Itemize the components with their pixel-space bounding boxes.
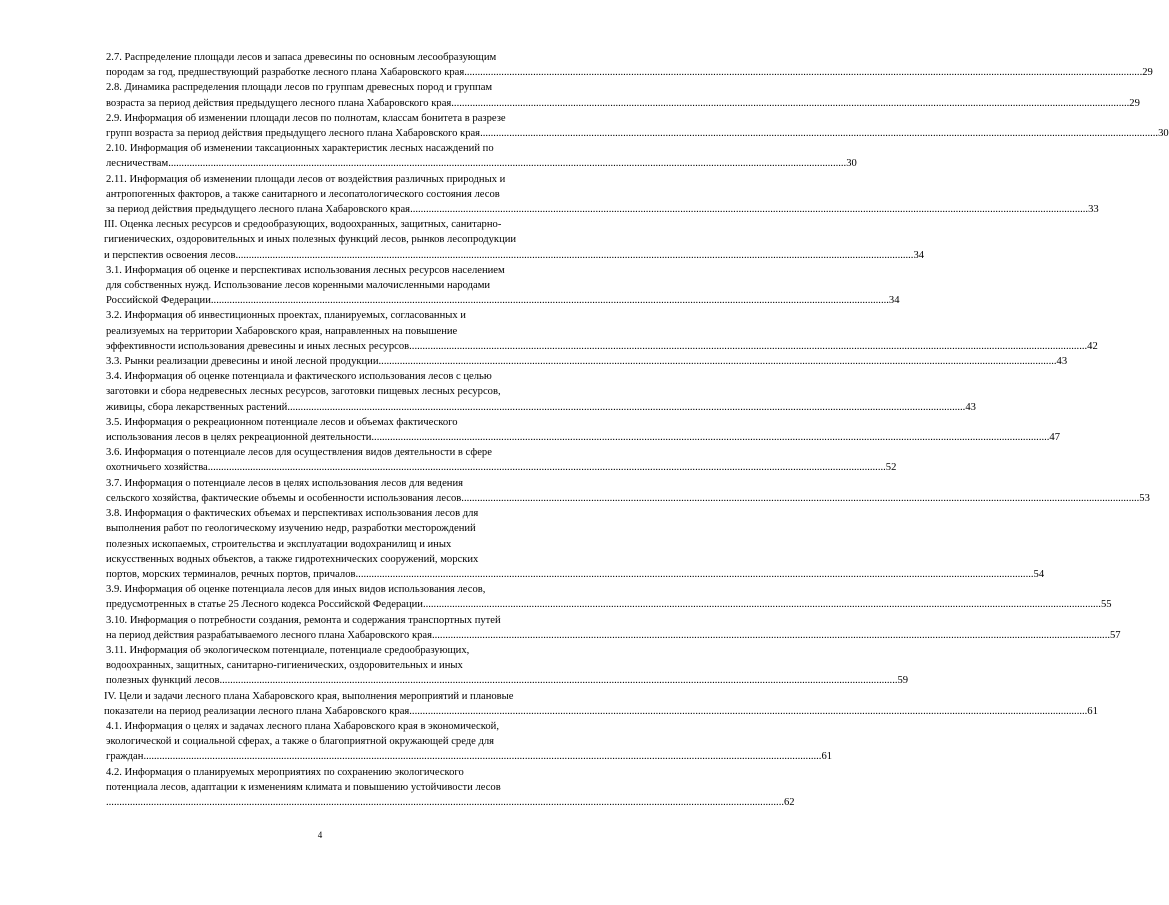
toc-entry-line: 3.2. Информация об инвестиционных проектах, планируемых, согласованных и (106, 310, 466, 322)
toc-page-ref: 42 (1087, 340, 1098, 352)
toc-entry-leader-line (106, 628, 1121, 643)
toc-entry-leader-line (106, 96, 1140, 111)
toc-entry-line: эффективности использования древесины и иных лесных ресурсов (106, 340, 410, 352)
toc-entry-line: 3.4. Информация об оценке потенциала и фактического использования лесов с целью (106, 371, 492, 383)
toc-page-ref: 29 (1142, 67, 1153, 79)
toc-entry-line: потенциала лесов, адаптации к изменениям климата и повышению устойчивости лесов (106, 781, 501, 793)
toc-page-ref: 30 (846, 158, 857, 170)
toc-entry-leader-line (106, 65, 1153, 80)
toc-entry-leader-line (106, 400, 976, 415)
toc-page-ref: 30 (1158, 128, 1169, 140)
dot-leader (211, 293, 889, 308)
toc-entry-line: IV. Цели и задачи лесного плана Хабаровского края, выполнения мероприятий и плановые (104, 690, 514, 702)
toc-entry-line: 2.10. Информация об изменении таксационных характеристик лесных насаждений по (106, 143, 494, 155)
toc-entry-line: 3.5. Информация о рекреационном потенциале лесов и объемах фактического (106, 416, 458, 428)
toc-page-ref: 55 (1100, 599, 1112, 611)
toc-page-ref: 43 (1056, 356, 1068, 368)
toc-entry-line: 2.9. Информация об изменении площади лесов по полнотам, классам бонитета в разрезе (106, 112, 506, 124)
toc-entry[interactable] (90, 445, 897, 475)
toc-entry-line: охотничьего хозяйства (106, 462, 208, 474)
toc-entry[interactable] (90, 765, 795, 811)
toc-entry-line: 2.8. Динамика распределения площади лесов по группам древесных пород и группам (106, 82, 493, 94)
toc-entry-line: реализуемых на территории Хабаровского края, направленных на повышение (106, 325, 458, 337)
toc-entry[interactable] (90, 50, 1153, 80)
toc-entry-line: портов, морских терминалов, речных портов, причалов (106, 568, 356, 580)
dot-leader (168, 156, 846, 171)
toc-entry-line: 3.1. Информация об оценке и перспективах использования лесных ресурсов населением (106, 264, 505, 276)
toc-page-ref: 61 (821, 751, 833, 763)
toc-entry-line: заготовки и сбора недревесных лесных ресурсов, заготовки пищевых лесных ресурсов, (106, 386, 501, 398)
dot-leader (464, 65, 1142, 80)
toc-page-ref: 53 (1139, 492, 1150, 504)
toc-entry[interactable] (90, 476, 1150, 506)
dot-leader (287, 400, 965, 415)
toc-entry-leader-line (106, 597, 1112, 612)
toc-entry[interactable] (90, 719, 833, 765)
toc-entry-line: 3.7. Информация о потенциале лесов в целях использования лесов для ведения (106, 477, 463, 489)
toc-entry-line: экологической и социальной сферах, а также о благоприятной окружающей среде для (106, 736, 495, 748)
toc-entry[interactable] (90, 415, 1060, 445)
toc-entry-line: 3.3. Рынки реализации древесины и иной лесной продукции (106, 356, 379, 368)
dot-leader (461, 491, 1139, 506)
toc-entry-line: возраста за период действия предыдущего лесного плана Хабаровского края (106, 97, 452, 109)
toc-page-ref: 33 (1088, 204, 1099, 216)
toc-entry-line: искусственных водных объектов, а также гидротехнических сооружений, морских (106, 553, 479, 565)
toc-entry-line: 4.1. Информация о целях и задачах лесного плана Хабаровского края в экономической, (106, 720, 499, 732)
toc-entry[interactable] (90, 217, 925, 263)
toc-entry-line: групп возраста за период действия предыдущего лесного плана Хабаровского края (106, 128, 481, 140)
toc-entry[interactable] (90, 80, 1140, 110)
toc-page-ref: 29 (1129, 97, 1140, 109)
toc-page-ref: 59 (897, 675, 909, 687)
toc-entry[interactable] (90, 613, 1121, 643)
toc-entry-leader-line (106, 795, 795, 810)
dot-leader (143, 749, 821, 764)
dot-leader (371, 430, 1049, 445)
toc-entry[interactable] (90, 308, 1098, 354)
dot-leader (356, 567, 1034, 582)
toc-entry-line: 4.2. Информация о планируемых мероприятиях по сохранению экологического (106, 766, 464, 778)
toc-entry-line: Российской Федерации (106, 295, 211, 307)
dot-leader (409, 339, 1087, 354)
toc-entry[interactable] (90, 582, 1112, 612)
toc-entry[interactable] (90, 141, 857, 171)
dot-leader (423, 597, 1101, 612)
toc-entry[interactable] (90, 643, 909, 689)
toc-entry-line: 3.8. Информация о фактических объемах и перспективах использования лесов для (106, 508, 479, 520)
toc-entry-line: граждан (106, 751, 144, 763)
toc-entry-line: использования лесов в целях рекреационной деятельности (106, 432, 372, 444)
table-of-contents (90, 50, 1169, 810)
toc-entry-line: выполнения работ по геологическому изучению недр, разработки месторождений (106, 523, 476, 535)
toc-entry-line: живицы, сбора лекарственных растений (106, 401, 288, 413)
toc-entry-line: породам за год, предшествующий разработке лесного плана Хабаровского края (106, 67, 465, 79)
toc-entry-leader-line (106, 339, 1098, 354)
toc-entry-line: 3.10. Информация о потребности создания, ремонта и содержания транспортных путей (106, 614, 501, 626)
toc-entry[interactable] (90, 506, 1045, 582)
toc-page-ref: 57 (1109, 629, 1121, 641)
toc-entry[interactable] (90, 263, 900, 309)
dot-leader (106, 795, 784, 810)
toc-entry-line: 3.6. Информация о потенциале лесов для осуществления видов деятельности в сфере (106, 447, 492, 459)
toc-page-ref: 52 (885, 462, 897, 474)
toc-entry-leader-line (106, 293, 900, 308)
toc-entry-line: 2.11. Информация об изменении площади лесов от воздействия различных природных и (106, 173, 506, 185)
toc-entry-leader-line (106, 126, 1169, 141)
toc-page-ref: 43 (965, 401, 976, 413)
toc-entry-leader-line (106, 354, 1068, 369)
dot-leader (235, 248, 913, 263)
toc-entry-line: и перспектив освоения лесов (104, 249, 236, 261)
toc-entry-line: сельского хозяйства, фактические объемы и особенности использования лесов (106, 492, 462, 504)
toc-page-ref: 54 (1033, 568, 1045, 580)
page-number: 4 (317, 830, 323, 840)
toc-entry-leader-line (106, 202, 1099, 217)
toc-entry-leader-line (106, 749, 833, 764)
dot-leader (379, 354, 1057, 369)
dot-leader (432, 628, 1110, 643)
toc-entry[interactable] (90, 369, 976, 415)
toc-entry[interactable] (90, 354, 1068, 369)
toc-entry-leader-line (104, 704, 1098, 719)
toc-entry-line: за период действия предыдущего лесного плана Хабаровского края (106, 204, 411, 216)
toc-entry-line: на период действия разрабатываемого лесного плана Хабаровского края (106, 629, 432, 641)
toc-page-ref: 34 (888, 295, 900, 307)
toc-entry-leader-line (106, 156, 857, 171)
toc-page-ref: 47 (1049, 432, 1060, 444)
dot-leader (208, 460, 886, 475)
toc-entry-line: 3.9. Информация об оценке потенциала лесов для иных видов использования лесов, (106, 584, 486, 596)
toc-entry[interactable] (90, 111, 1169, 141)
toc-entry-line: III. Оценка лесных ресурсов и средообразующих, водоохранных, защитных, санитарно- (104, 219, 502, 231)
toc-entry-line: 2.7. Распределение площади лесов и запаса древесины по основным лесообразующим (106, 52, 497, 63)
toc-entry-leader-line (106, 430, 1060, 445)
toc-entry-line: антропогенных факторов, а также санитарного и лесопатологического состояния лесов (106, 188, 500, 200)
toc-entry-leader-line (106, 567, 1045, 582)
toc-page-ref: 34 (913, 249, 925, 261)
toc-entry-line: для собственных нужд. Использование лесов коренными малочисленными народами (106, 280, 491, 292)
toc-entry-line: гигиенических, оздоровительных и иных полезных функций лесов, рынков лесопродукции (104, 234, 517, 246)
dot-leader (410, 202, 1088, 217)
toc-entry-line: полезных функций лесов (106, 675, 220, 687)
toc-entry-line: лесничествам (106, 158, 169, 170)
toc-page-ref: 61 (1087, 705, 1098, 717)
toc-entry-line: водоохранных, защитных, санитарно-гигиенических, оздоровительных и иных (106, 660, 463, 672)
toc-entry-line: предусмотренных в статье 25 Лесного кодекса Российской Федерации (106, 599, 423, 611)
toc-entry-line: показатели на период реализации лесного плана Хабаровского края (104, 705, 410, 717)
dot-leader (220, 673, 898, 688)
toc-entry-leader-line (106, 673, 909, 688)
toc-entry-leader-line (106, 491, 1150, 506)
toc-entry-leader-line (106, 460, 897, 475)
toc-entry[interactable] (90, 689, 1098, 719)
dot-leader (451, 96, 1129, 111)
toc-entry-line: полезных ископаемых, строительства и эксплуатации водохранилищ и иных (106, 538, 452, 550)
toc-page-ref: 62 (784, 796, 795, 808)
dot-leader (480, 126, 1158, 141)
toc-entry-line: 3.11. Информация об экологическом потенциале, потенциале средообразующих, (106, 644, 470, 656)
toc-entry-leader-line (104, 248, 925, 263)
dot-leader (409, 704, 1087, 719)
toc-entry[interactable] (90, 172, 1099, 218)
